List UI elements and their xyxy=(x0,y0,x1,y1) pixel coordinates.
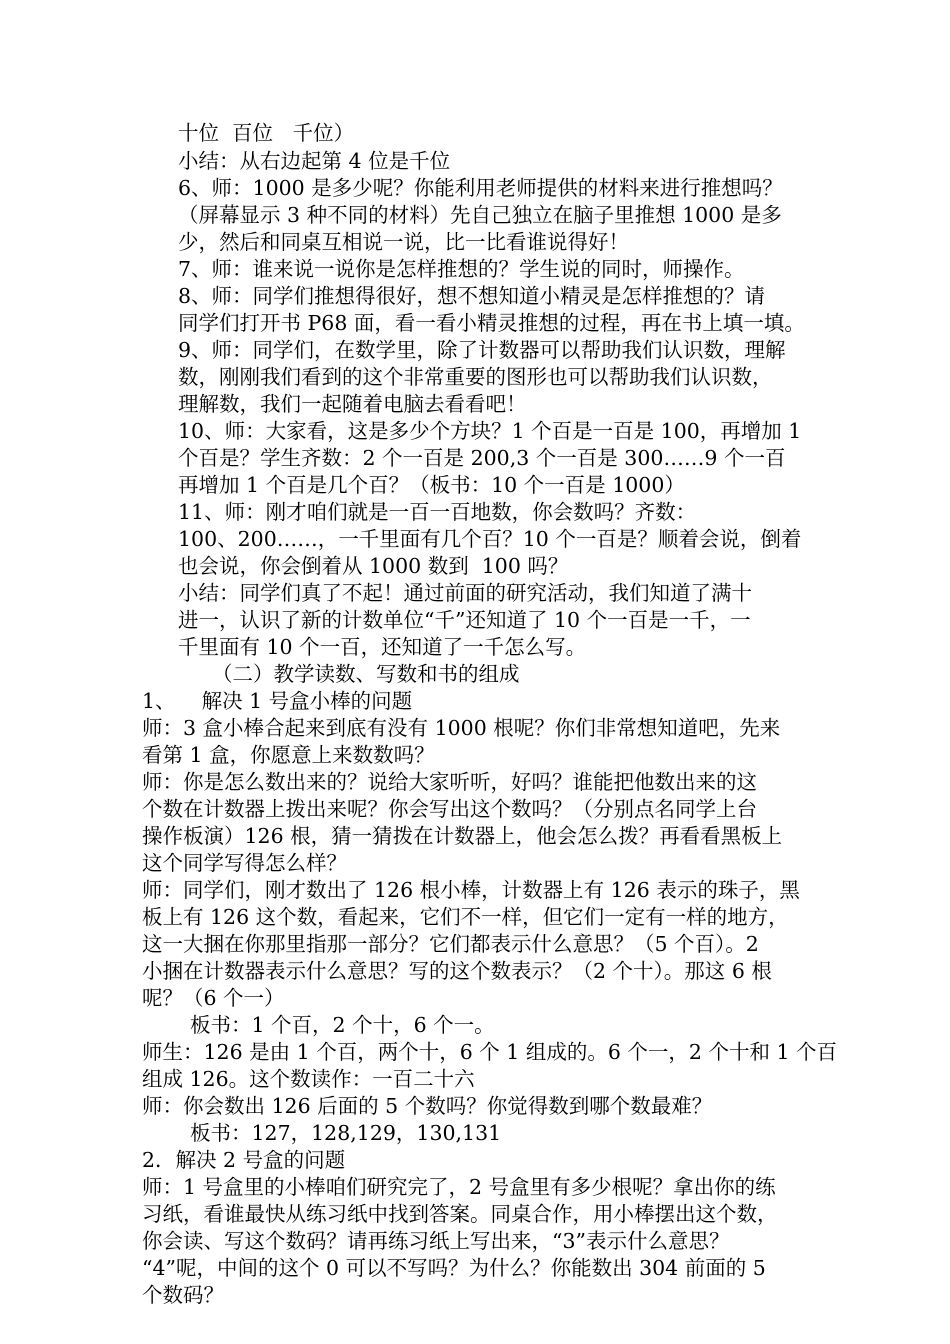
text-line: 你会读、写这个数码？请再练习纸上写出来，“3”表示什么意思？ xyxy=(142,1229,730,1253)
text-line: 同学们打开书 P68 面，看一看小精灵推想的过程，再在书上填一填。 xyxy=(178,311,805,335)
text-line: 板上有 126 这个数，看起来，它们不一样，但它们一定有一样的地方， xyxy=(142,905,789,929)
text-line: 9、师：同学们，在数学里，除了计数器可以帮助我们认识数，理解 xyxy=(178,338,786,362)
board-note: 板书：1 个百，2 个十，6 个一。 xyxy=(190,1013,495,1037)
text-line: 7、师：谁来说一说你是怎样推想的？学生说的同时，师操作。 xyxy=(178,257,745,281)
text-line: 师生：126 是由 1 个百，两个十，6 个 1 组成的。6 个一，2 个十和 1 个百 xyxy=(142,1040,838,1064)
text-line: 师：你是怎么数出来的？说给大家听听，好吗？谁能把他数出来的这 xyxy=(142,770,757,794)
text-line: 呢？（6 个一） xyxy=(142,986,285,1010)
text-line: 6、师：1000 是多少呢？你能利用老师提供的材料来进行推想吗？ xyxy=(178,176,783,200)
text-line: 小结：从右边起第 4 位是千位 xyxy=(178,149,451,173)
text-line: 11、师：刚才咱们就是一百一百地数，你会数吗？齐数： xyxy=(178,500,697,524)
text-line: 看第 1 盒，你愿意上来数数吗？ xyxy=(142,743,435,767)
text-line: 个数在计数器上拨出来呢？你会写出这个数吗？（分别点名同学上台 xyxy=(142,797,757,821)
text-line: 组成 126。这个数读作：一百二十六 xyxy=(142,1067,475,1091)
text-line: 少，然后和同桌互相说一说，比一比看谁说得好！ xyxy=(178,230,629,254)
text-line: 师：1 号盒里的小棒咱们研究完了，2 号盒里有多少根呢？拿出你的练 xyxy=(142,1175,776,1199)
text-line: 10、师：大家看，这是多少个方块？1 个百是一百是 100，再增加 1 xyxy=(178,419,802,443)
text-line: 这个同学写得怎么样？ xyxy=(142,851,347,875)
text-line: 8、师：同学们推想得很好，想不想知道小精灵是怎样推想的？请 xyxy=(178,284,766,308)
text-line: 习纸，看谁最快从练习纸中找到答案。同桌合作，用小棒摆出这个数， xyxy=(142,1202,778,1226)
text-line: 也会说，你会倒着从 1000 数到 100 吗？ xyxy=(178,554,569,578)
text-line: 师：同学们，刚才数出了 126 根小棒，计数器上有 126 表示的珠子，黑 xyxy=(142,878,800,902)
text-line: 再增加 1 个百是几个百？（板书：10 个一百是 1000） xyxy=(178,473,685,497)
text-line: 理解数，我们一起随着电脑去看看吧！ xyxy=(178,392,527,416)
subsection-heading: 2．解决 2 号盒的问题 xyxy=(142,1148,346,1172)
text-line: 进一，认识了新的计数单位“千”还知道了 10 个一百是一千，一 xyxy=(178,608,751,632)
text-line: “4”呢，中间的这个 0 可以不写吗？为什么？你能数出 304 前面的 5 xyxy=(142,1256,766,1280)
text-line: 个百是？学生齐数：2 个一百是 200,3 个一百是 300……9 个一百 xyxy=(178,446,786,470)
text-line: 100、200……，一千里面有几个百？10 个一百是？顺着会说，倒着 xyxy=(178,527,802,551)
subsection-heading: 1、 解决 1 号盒小棒的问题 xyxy=(142,689,413,713)
text-line: 小捆在计数器表示什么意思？写的这个数表示？（2 个十）。那这 6 根 xyxy=(142,959,772,983)
text-line: 千里面有 10 个一百，还知道了一千怎么写。 xyxy=(178,635,587,659)
text-line: 师：3 盒小棒合起来到底有没有 1000 根呢？你们非常想知道吧，先来 xyxy=(142,716,781,740)
text-line: 十位 百位 千位） xyxy=(178,121,355,145)
text-line: 这一大捆在你那里指那一部分？它们都表示什么意思？（5 个百）。2 xyxy=(142,932,759,956)
text-line: 个数码？ xyxy=(142,1283,224,1307)
section-heading: （二）教学读数、写数和书的组成 xyxy=(212,662,520,686)
text-line: （屏幕显示 3 种不同的材料）先自己独立在脑子里推想 1000 是多 xyxy=(178,203,782,227)
text-line: 小结：同学们真了不起！通过前面的研究活动，我们知道了满十 xyxy=(178,581,752,605)
text-line: 师：你会数出 126 后面的 5 个数吗？你觉得数到哪个数最难？ xyxy=(142,1094,713,1118)
text-line: 数，刚刚我们看到的这个非常重要的图形也可以帮助我们认识数， xyxy=(178,365,773,389)
text-line: 操作板演）126 根，猜一猜拨在计数器上，他会怎么拨？再看看黑板上 xyxy=(142,824,783,848)
board-note: 板书：127，128,129，130,131 xyxy=(190,1121,502,1145)
